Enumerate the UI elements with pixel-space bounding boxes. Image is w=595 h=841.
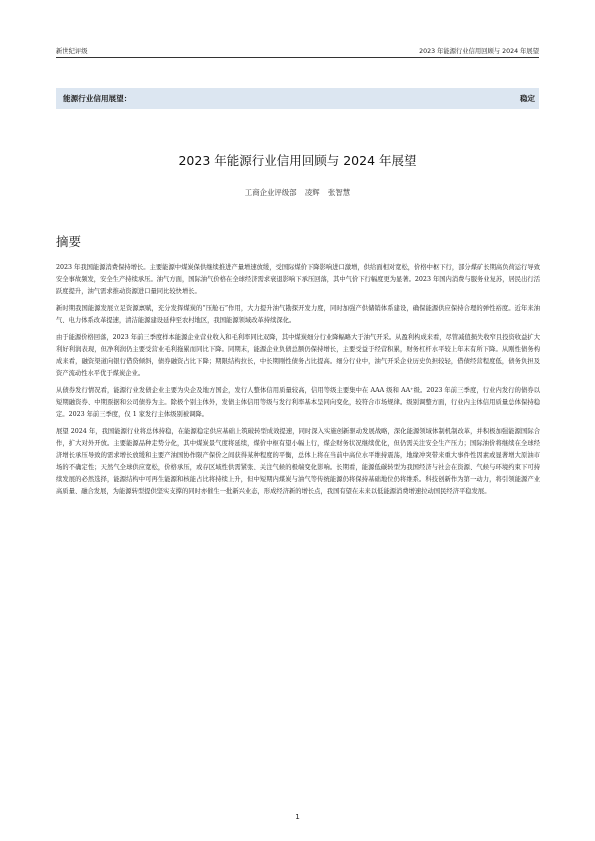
abstract-paragraph: 展望 2024 年，我国能源行业将总体持稳，在能源稳定供应基础上筑破转型成效提速，同时深入实施创新驱动发展战略，深化能源领域体制机制改革，并积极加强能源国际合作，扩大对外开放。主要能源品种走势分化，其中煤炭景气度将延续，煤价中枢有望小幅上行，煤企财务状况继续优化，但仍需关注安全生产压力；国际油价将继续在全球经济增长承压导致的需求增长放缓和主要产油国协作限产保价之间获得某种程度的平衡，总体上将在当前中高位水平维持震荡，地缘冲突带来重大事件性因素或显著增大原油市场的不确定性；天然气全球供应宽松，价格承压，或存区域性供需紧张、关注气候的极端变化影响。长期看，能源低碳转型为我国经济与社会在资源、气候与环境约束下可持续发展的必然选择，能源结构中可再生能源和核能占比将持续上升，但中短期内煤炭与油气等传统能源仍将保持基础地位仍将维系。科技创新作为第一动力，将引领能源产业高质量、融合发展，为能源转型提供坚实支撑的同时亦催生一批新兴业态，形成经济新的增长点，我国有望在未来以低能源消费增速拉动国民经济平稳发展。: [56, 428, 540, 495]
header-org: 新世纪评级: [56, 48, 88, 55]
page-header: [56, 41, 539, 58]
abstract-paragraph: 由于能源价格回落，2023 年前三季度样本能源企业营业收入和毛利率同比双降，其中煤炭细分行业降幅略大于油气开采。从盈利构成来看，尽管减值损失收窄且投资收益扩大利好利润表现，但净利润仍主要受营业毛利拖累而同比下降。同期末，能源企业负债总额仍保持增长，主要受益于经营积累，财务杠杆水平较上年末有所下降。从刚性债务构成来看，融资渠道向银行借贷倾斜，债券融资占比下降；期限结构拉长，中长期刚性债务占比提高。细分行业中，油气开采企业历史负担较轻，借债经营程度低，债务负担及资产流动性水平优于煤炭企业。: [56, 334, 540, 377]
outlook-banner: [56, 88, 539, 109]
page-number: 1: [295, 812, 300, 821]
abstract-body: [56, 262, 540, 503]
document-title: 2023 年能源行业信用回顾与 2024 年展望: [178, 153, 417, 168]
outlook-value: 稳定: [519, 94, 535, 103]
authors-line: 工商企业评级部 凌辉 张智慧: [244, 188, 351, 197]
abstract-paragraph: 2023 年我国能源消费保持增长。主要能源中煤炭保供继续推进产量增速放缓，受国际煤价下降影响进口激增，供给面相对宽松，价格中枢下行，部分煤矿长期高负荷运行导致安全事故频发，安全生产持续承压。油气方面，国际油气价格在全球经济需求衰退影响下承压回落，其中气价下行幅度更为显著。2023 年国内消费与服务业复苏，居民出行活跃度提升，油气需求推动资源进口量同比较快增长。: [56, 264, 540, 295]
abstract-paragraph: 新时期我国能源发展立足资源禀赋，充分发挥煤炭的“压舱石”作用，大力提升油气勘探开发力度，同时加强产供储销体系建设，确保能源供应保持合理的弹性裕度。近年来油气、电力体系改革提速，清洁能源建设延伸至农村地区，我国能源领域改革持续深化。: [56, 305, 540, 324]
abstract-heading: 摘要: [56, 234, 82, 249]
header-report-title: 2023 年能源行业信用回顾与 2024 年展望: [419, 48, 539, 55]
abstract-paragraph: 从债券发行情况看，能源行业发债企业主要为央企及地方国企，发行人整体信用质量较高，信用等级主要集中在 AAA 级和 AA⁺级。2023 年前三季度，行业内发行的债券以短期融资券、中期票据和公司债券为主。除极个别主体外，发债主体信用等级与发行利率基本呈同向变化，较符合市场规律。级别调整方面，行业内主体信用质量总体保持稳定。2023 年前三季度，仅 1 家发行主体级别被调降。: [56, 387, 540, 418]
outlook-label: 能源行业信用展望：: [63, 94, 132, 103]
